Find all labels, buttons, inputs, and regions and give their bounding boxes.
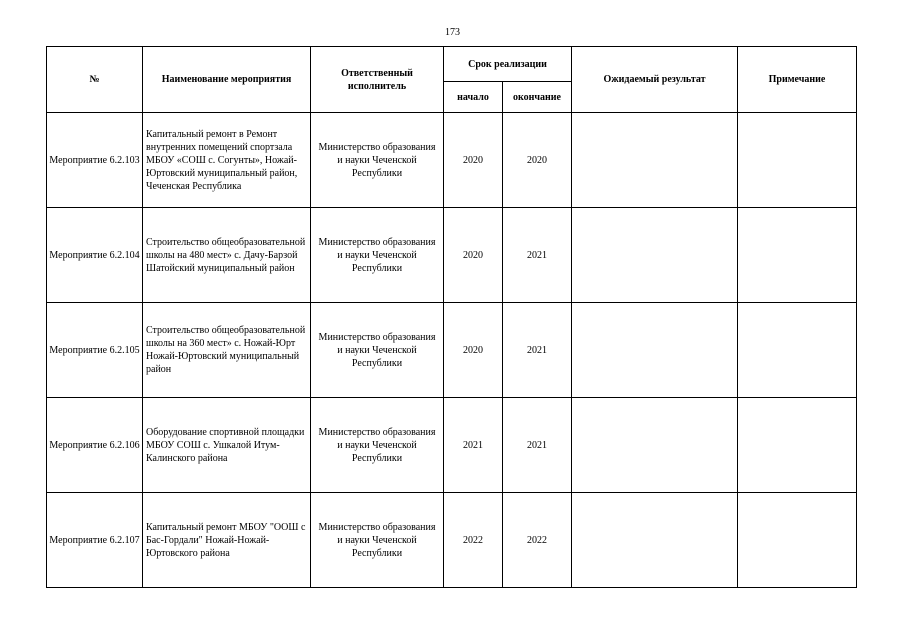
table-row xyxy=(47,398,857,493)
row-end: 2021 xyxy=(503,303,572,398)
header-result: Ожидаемый результат xyxy=(572,47,738,113)
row-end: 2022 xyxy=(503,493,572,588)
row-start: 2022 xyxy=(444,493,503,588)
row-result xyxy=(572,493,738,588)
row-start: 2020 xyxy=(444,208,503,303)
row-name: Строительство общеобразовательной школы на 480 мест» с. Дачу-Барзой Шатойский муниципальный район xyxy=(143,208,311,303)
row-start: 2020 xyxy=(444,113,503,208)
row-end: 2021 xyxy=(503,398,572,493)
table-header xyxy=(47,47,857,113)
row-result xyxy=(572,208,738,303)
table-row xyxy=(47,113,857,208)
row-name: Капитальный ремонт в Ремонт внутренних помещений спортзала МБОУ «СОШ с. Согунты», Ножай-Юртовский муниципальный район, Чеченская Республика xyxy=(143,113,311,208)
row-result xyxy=(572,303,738,398)
row-executor: Министерство образования и науки Чеченской Республики xyxy=(311,398,444,493)
row-result xyxy=(572,398,738,493)
row-id: Мероприятие 6.2.107 xyxy=(47,493,143,588)
row-name: Капитальный ремонт МБОУ "ООШ с Бас-Гордали" Ножай-Ножай-Юртовского района xyxy=(143,493,311,588)
row-name: Оборудование спортивной площадки МБОУ СОШ с. Ушкалой Итум-Калинского района xyxy=(143,398,311,493)
row-id: Мероприятие 6.2.104 xyxy=(47,208,143,303)
table-row xyxy=(47,303,857,398)
measures-table xyxy=(46,46,857,588)
row-note xyxy=(738,208,857,303)
row-id: Мероприятие 6.2.103 xyxy=(47,113,143,208)
row-start: 2020 xyxy=(444,303,503,398)
header-note: Примечание xyxy=(738,47,857,113)
header-period: Срок реализации xyxy=(444,47,572,82)
header-start: начало xyxy=(444,82,503,113)
table-row xyxy=(47,493,857,588)
row-result xyxy=(572,113,738,208)
row-note xyxy=(738,398,857,493)
header-executor: Ответственный исполнитель xyxy=(311,47,444,113)
row-note xyxy=(738,493,857,588)
row-note xyxy=(738,113,857,208)
page-number: 173 xyxy=(445,27,460,38)
row-executor: Министерство образования и науки Чеченской Республики xyxy=(311,493,444,588)
table-row xyxy=(47,208,857,303)
row-name: Строительство общеобразовательной школы на 360 мест» с. Ножай-Юрт Ножай-Юртовский муниципальный район xyxy=(143,303,311,398)
row-executor: Министерство образования и науки Чеченской Республики xyxy=(311,208,444,303)
table-body xyxy=(47,113,857,588)
header-name: Наименование мероприятия xyxy=(143,47,311,113)
row-end: 2021 xyxy=(503,208,572,303)
row-note xyxy=(738,303,857,398)
row-id: Мероприятие 6.2.105 xyxy=(47,303,143,398)
header-num: № xyxy=(47,47,143,113)
row-executor: Министерство образования и науки Чеченской Республики xyxy=(311,303,444,398)
row-id: Мероприятие 6.2.106 xyxy=(47,398,143,493)
header-end: окончание xyxy=(503,82,572,113)
row-end: 2020 xyxy=(503,113,572,208)
row-start: 2021 xyxy=(444,398,503,493)
row-executor: Министерство образования и науки Чеченской Республики xyxy=(311,113,444,208)
